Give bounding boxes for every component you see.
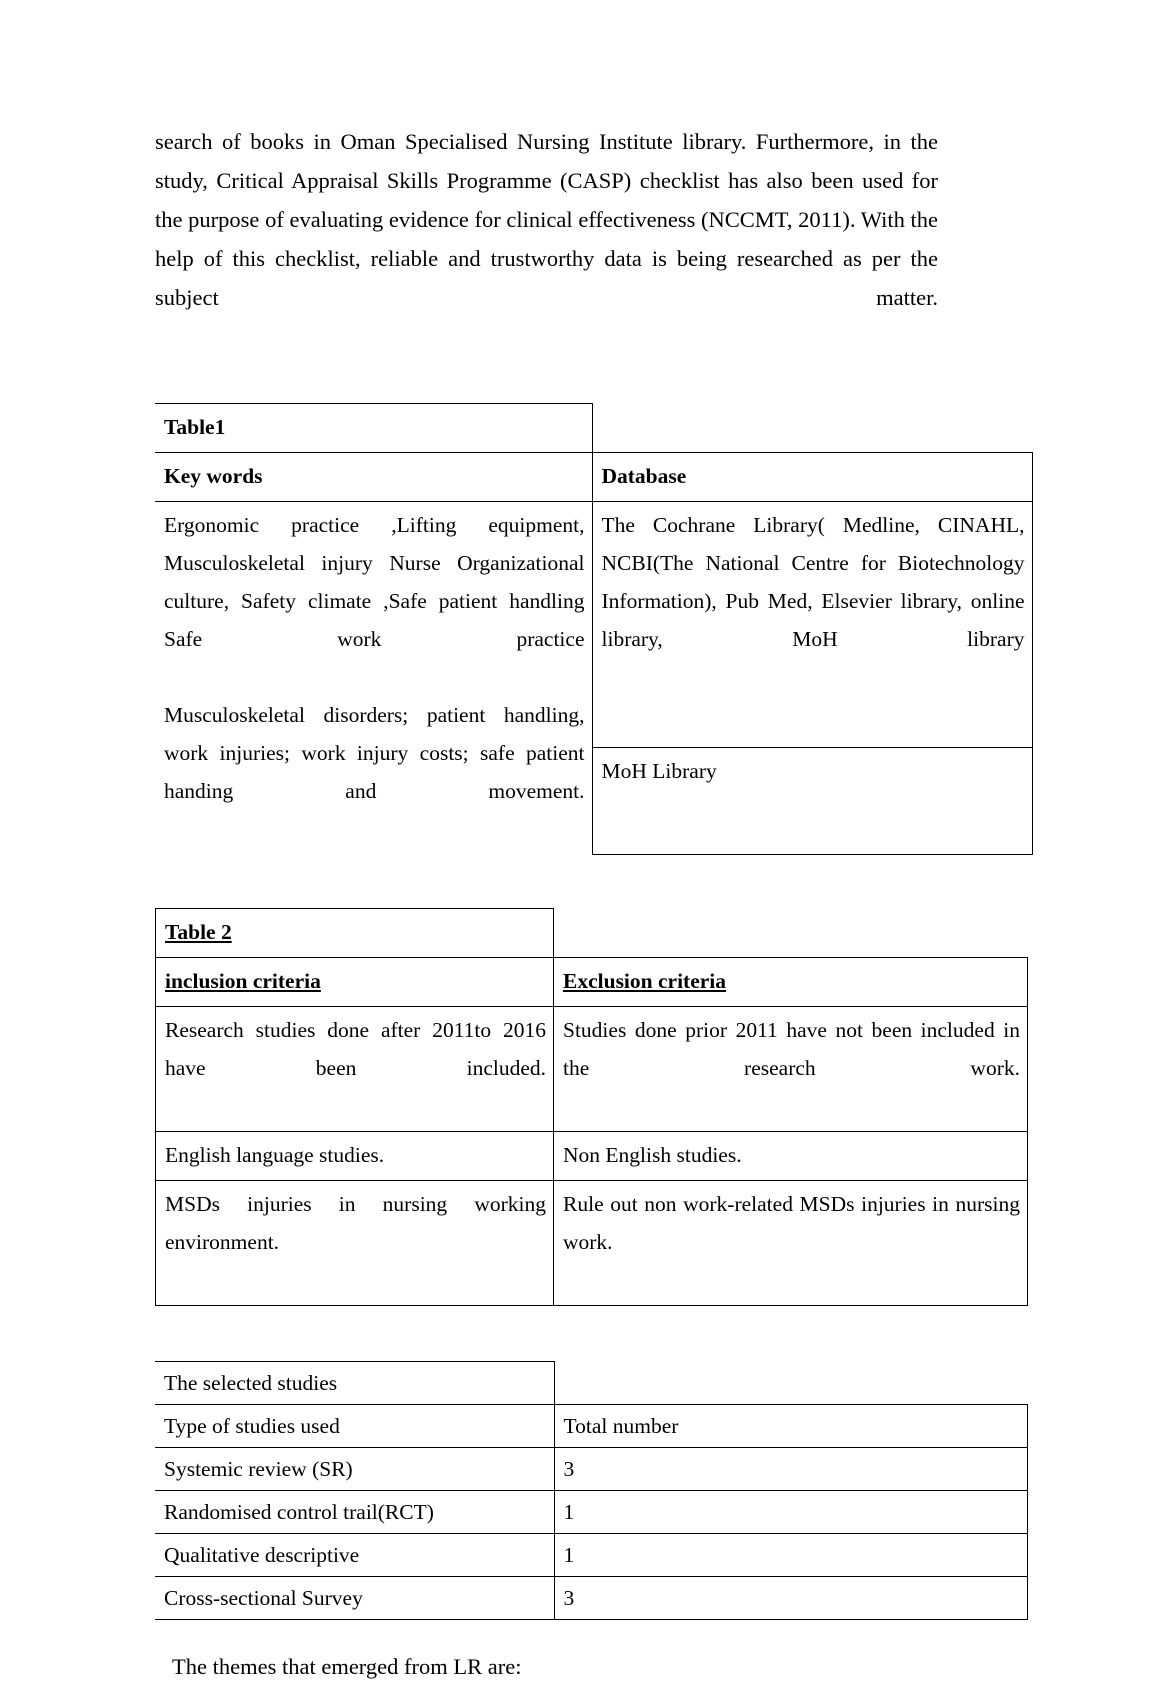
table-3-type-text: Qualitative descriptive [164,1542,360,1567]
table-row [156,1131,1028,1180]
table-1-title-blank-cell [592,404,1032,453]
table-3-type-cell [155,1447,554,1490]
table-2-exclusion-text: Studies done prior 2011 have not been included in the research work. [563,1017,1020,1080]
table-row [155,1490,1027,1533]
table-2-exclusion-cell [554,1180,1028,1305]
table-1-keywords-cell [155,502,592,855]
table-2-title-blank-cell [554,908,1028,957]
table-3-header-row [155,1404,1027,1447]
table-1-title-row [155,404,1032,453]
table-1-database-text-2: MoH Library [601,758,717,783]
table-1-title-cell [155,404,592,453]
table-3-type-cell [155,1533,554,1576]
table-3-total-cell [554,1447,1027,1490]
page-content [155,122,1035,1684]
table-3-total-text: 3 [563,1456,575,1481]
table-2-inclusion-cell [156,1180,554,1305]
table-3-title-cell [155,1361,554,1404]
table-3-type-cell [155,1576,554,1619]
table-3-total-cell [554,1533,1027,1576]
table-2-title: Table 2 [165,919,232,944]
table-1-header-database-label: Database [601,464,687,488]
table-2-inclusion-text: MSDs injuries in nursing working environment. [165,1191,546,1254]
table-3-title-row [155,1361,1027,1404]
table-1-header-database [592,453,1032,502]
table-2-exclusion-cell [554,1006,1028,1131]
table-1 [155,403,1033,855]
table-1-title: Table1 [164,415,226,439]
table-2-inclusion-cell [156,1006,554,1131]
table-row [155,1576,1027,1619]
table-3-header-type [155,1404,554,1447]
table-2-inclusion-text: Research studies done after 2011to 2016 have been included. [165,1017,546,1080]
table-2-header-exclusion [554,957,1028,1006]
table-3-type-text: Cross-sectional Survey [164,1585,363,1610]
table-1-row [155,502,1032,748]
table-1-database-cell-2 [592,747,1032,854]
table-2-exclusion-text: Non English studies. [563,1142,742,1167]
table-2-header-exclusion-label: Exclusion criteria [563,968,727,993]
table-3-header-total [554,1404,1027,1447]
table-row [156,1006,1028,1131]
table-2-header-inclusion-label: inclusion criteria [165,968,321,993]
table-1-database-cell-1 [592,502,1032,748]
closing-line: The themes that emerged from LR are: [172,1653,522,1679]
table-2-inclusion-cell [156,1131,554,1180]
table-3-title: The selected studies [164,1370,338,1395]
table-2-header-row [156,957,1028,1006]
table-1-keywords-text-1: Ergonomic practice ,Lifting equipment, Musculoskeletal injury Nurse Organizational culture, Safety climate ,Safe patient handling Safe work practice [164,513,585,651]
table-row [156,1180,1028,1305]
table-2-exclusion-text: Rule out non work-related MSDs injuries in nursing work. [563,1191,1020,1254]
table-3-total-cell [554,1576,1027,1619]
table-3-type-cell [155,1490,554,1533]
table-1-database-text-1: The Cochrane Library( Medline, CINAHL, NCBI(The National Centre for Biotechnology Information), Pub Med, Elsevier library, online library, MoH library [601,513,1025,651]
table-3-total-text: 1 [563,1542,575,1567]
table-2 [155,908,1028,1306]
table-2-title-cell [156,908,554,957]
table-3-type-text: Randomised control trail(RCT) [164,1499,434,1524]
table-3-total-text: 1 [563,1499,575,1524]
table-row [155,1447,1027,1490]
table-3 [155,1361,1028,1620]
table-row [155,1533,1027,1576]
table-2-title-row [156,908,1028,957]
table-3-type-text: Systemic review (SR) [164,1456,353,1481]
table-2-exclusion-cell [554,1131,1028,1180]
table-1-header-row [155,453,1032,502]
table-3-header-total-label: Total number [563,1413,679,1438]
table-1-header-keywords-label: Key words [164,464,263,488]
table-1-keywords-text-2: Musculoskeletal disorders; patient handling, work injuries; work injury costs; safe patient handing and movement. [164,703,585,803]
table-3-header-type-label: Type of studies used [164,1413,340,1438]
table-2-inclusion-text: English language studies. [165,1142,385,1167]
table-3-total-text: 3 [563,1585,575,1610]
table-1-header-keywords [155,453,592,502]
table-3-title-blank-cell [554,1361,1027,1404]
table-3-total-cell [554,1490,1027,1533]
table-2-header-inclusion [156,957,554,1006]
body-paragraph: search of books in Oman Specialised Nursing Institute library. Furthermore, in the study, Critical Appraisal Skills Programme (CASP) checklist has also been used for the purpose of evaluating evidence for clinical effectiveness (NCCMT, 2011). With the help of this checklist, reliable and trustworthy data is being researched as per the subject matter. [155,129,938,310]
